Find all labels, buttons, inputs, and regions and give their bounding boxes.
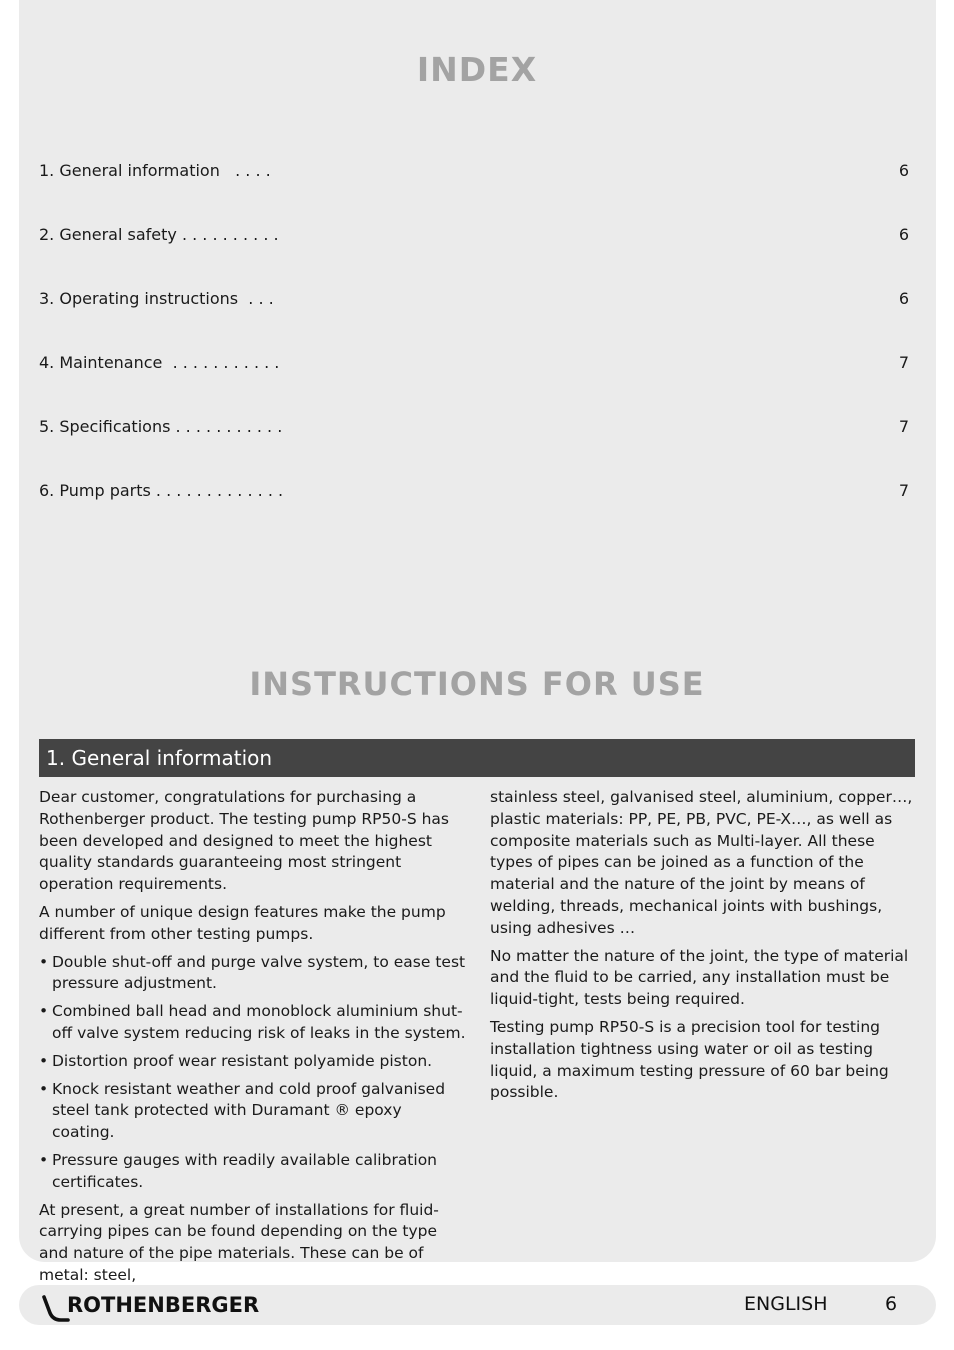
list-item — [39, 952, 467, 996]
text-column-right — [490, 787, 918, 1110]
bullet-icon: • — [39, 1079, 49, 1098]
bullet-icon: • — [39, 1051, 49, 1070]
toc-item-page: 7 — [898, 481, 909, 500]
list-item-text: Knock resistant weather and cold proof galvanised steel tank protected with Duramant ® epoxy coating. — [52, 1079, 446, 1142]
paragraph: A number of unique design features make the pump different from other testing pumps. — [39, 902, 446, 943]
toc-item-label: 1. General information . . . . — [39, 161, 271, 180]
toc-item[interactable] — [39, 222, 909, 286]
toc-item[interactable] — [39, 478, 909, 542]
list-item — [39, 1051, 467, 1073]
bullet-icon: • — [39, 1150, 49, 1169]
footer-page-number: 6 — [885, 1293, 898, 1315]
section-header-general-information: 1. General information — [39, 739, 915, 777]
toc-item-page: 7 — [898, 353, 909, 372]
feature-list — [39, 952, 467, 1194]
index-title: INDEX — [416, 50, 538, 89]
paragraph: stainless steel, galvanised steel, aluminium, copper…, plastic materials: PP, PE, PB, PVC, PE-X…, as well as composite materials such as Multi-layer. All these types of pipes can be joined as a function of the material and the nature of the joint by means of welding, threads, mechanical joints with bushings, using adhesives … — [490, 788, 913, 937]
paragraph: At present, a great number of installations for fluid-carrying pipes can be found depending on the type and nature of the pipe materials. These can be of metal: steel, — [39, 1200, 439, 1284]
paragraph: Dear customer, congratulations for purchasing a Rothenberger product. The testing pump RP50-S has been developed and designed to meet the highest quality standards guaranteeing most stringent operation requirements. — [39, 788, 449, 894]
list-item-text: Pressure gauges with readily available calibration certificates. — [52, 1150, 438, 1191]
list-item-text: Distortion proof wear resistant polyamide piston. — [52, 1051, 433, 1070]
list-item — [39, 1150, 467, 1194]
list-item — [39, 1079, 467, 1144]
toc-item[interactable] — [39, 350, 909, 414]
table-of-contents — [39, 158, 909, 542]
toc-item-page: 6 — [898, 289, 909, 308]
paragraph: No matter the nature of the joint, the type of material and the fluid to be carried, any installation must be liquid-tight, tests being required. — [490, 946, 909, 1009]
toc-item-label: 6. Pump parts . . . . . . . . . . . . . — [39, 481, 284, 500]
list-item — [39, 1001, 467, 1045]
bullet-icon: • — [39, 1002, 49, 1021]
toc-item-label: 2. General safety . . . . . . . . . . — [39, 225, 279, 244]
toc-item[interactable] — [39, 158, 909, 222]
toc-item-label: 3. Operating instructions . . . — [39, 289, 274, 308]
toc-item-label: 4. Maintenance . . . . . . . . . . . — [39, 353, 280, 372]
list-item-text: Double shut-off and purge valve system, to ease test pressure adjustment. — [52, 952, 466, 993]
toc-item-page: 6 — [898, 225, 909, 244]
toc-item[interactable] — [39, 286, 909, 350]
brand-name: ROTHENBERGER — [67, 1293, 260, 1317]
bullet-icon: • — [39, 952, 49, 971]
instructions-title: INSTRUCTIONS FOR USE — [249, 665, 705, 703]
toc-item-label: 5. Specifications . . . . . . . . . . . — [39, 417, 283, 436]
toc-item[interactable] — [39, 414, 909, 478]
toc-item-page: 6 — [898, 161, 909, 180]
footer-language: ENGLISH — [744, 1293, 828, 1315]
paragraph: Testing pump RP50-S is a precision tool for testing installation tightness using water or oil as testing liquid, a maximum testing pressure of 60 bar being possible. — [490, 1017, 889, 1102]
text-column-left — [39, 787, 467, 1293]
page-footer — [19, 1285, 936, 1325]
list-item-text: Combined ball head and monoblock aluminium shut-off valve system reducing risk of leaks in the system. — [52, 1002, 466, 1042]
toc-item-page: 7 — [898, 417, 909, 436]
